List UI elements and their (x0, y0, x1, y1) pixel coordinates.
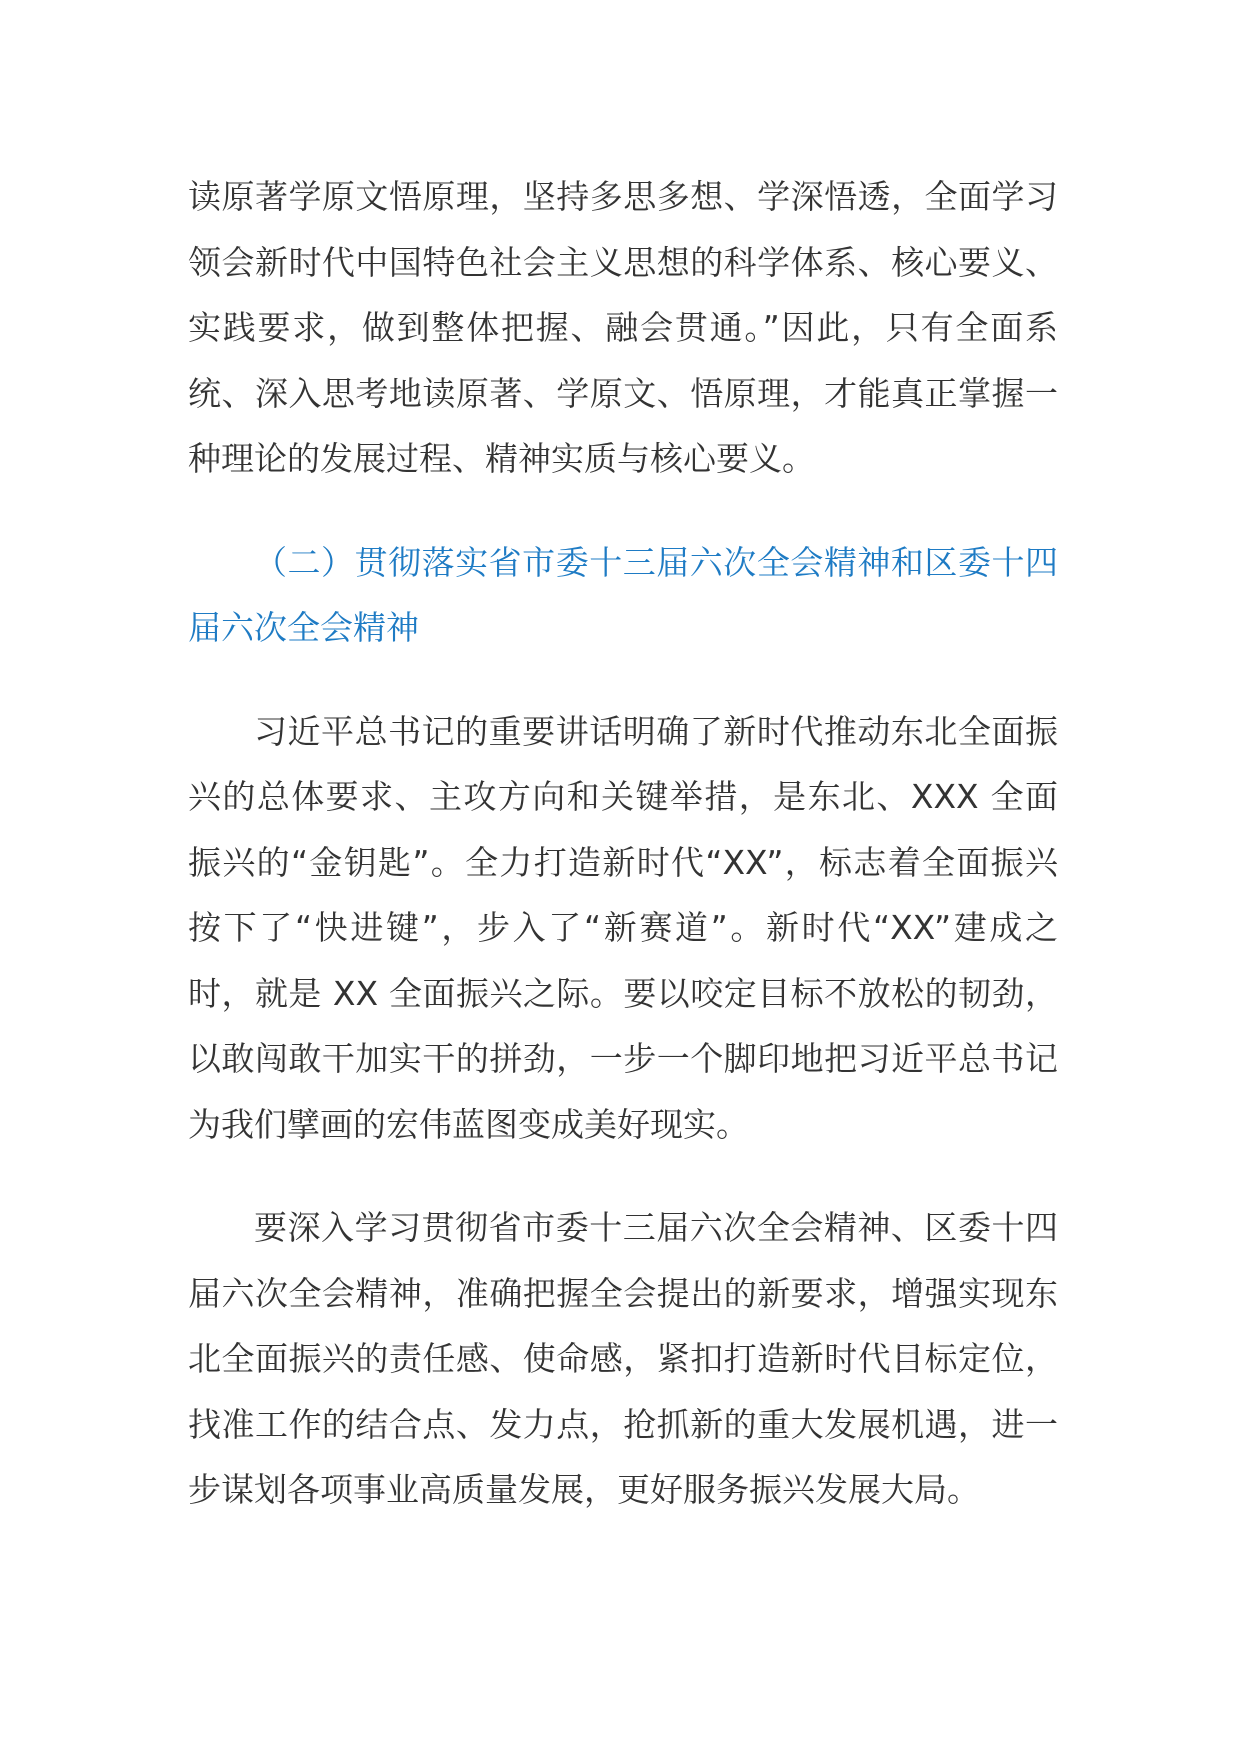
document-page (188, 164, 1058, 1523)
body-paragraph: 习近平总书记的重要讲话明确了新时代推动东北全面振兴的总体要求、主攻方向和关键举措，是东北、XXX 全面振兴的“金钥匙”。全力打造新时代“XX”，标志着全面振兴按下了“快进键”，步入了“新赛道”。新时代“XX”建成之时，就是 XX 全面振兴之际。要以咬定目标不放松的韧劲，以敢闯敢干加实干的拼劲，一步一个脚印地把习近平总书记为我们擘画的宏伟蓝图变成美好现实。 (188, 711, 1058, 1144)
body-paragraph: 要深入学习贯彻省市委十三届六次全会精神、区委十四届六次全会精神，准确把握全会提出的新要求，增强实现东北全面振兴的责任感、使命感，紧扣打造新时代目标定位，找准工作的结合点、发力点，抢抓新的重大发展机遇，进一步谋划各项事业高质量发展，更好服务振兴发展大局。 (188, 1208, 1058, 1509)
section-heading: （二）贯彻落实省市委十三届六次全会精神和区委十四届六次全会精神 (188, 542, 1058, 647)
paragraph-continued: 读原著学原文悟原理，坚持多思多想、学深悟透，全面学习领会新时代中国特色社会主义思想的科学体系、核心要义、实践要求，做到整体把握、融会贯通。”因此，只有全面系统、深入思考地读原著、学原文、悟原理，才能真正掌握一种理论的发展过程、精神实质与核心要义。 (188, 177, 1058, 478)
